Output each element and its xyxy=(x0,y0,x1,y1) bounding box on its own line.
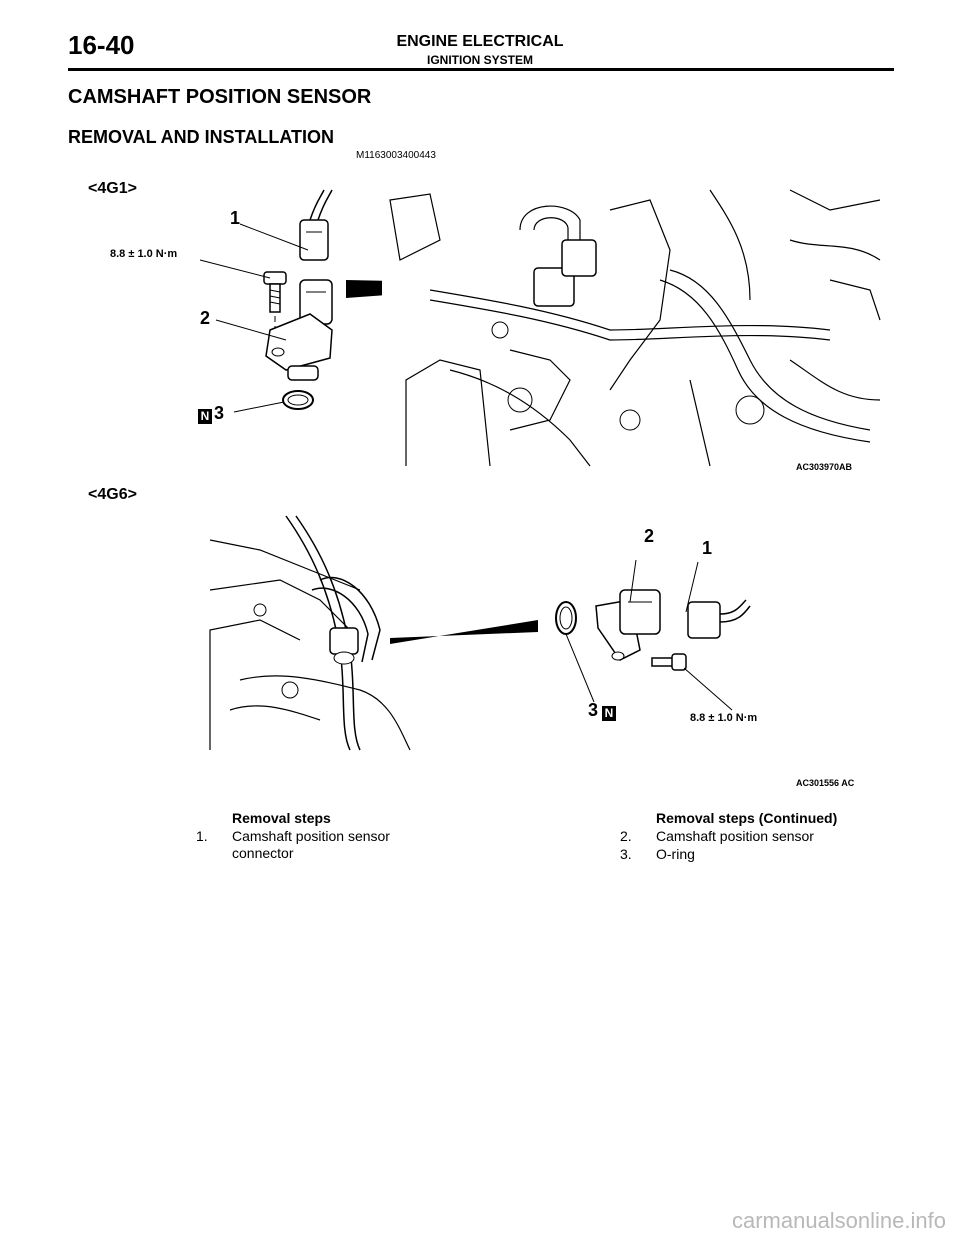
document-code: M1163003400443 xyxy=(356,150,436,161)
callout-1: 1 xyxy=(230,208,241,228)
figure-1-label: <4G1> xyxy=(88,180,137,197)
bolt-part-b xyxy=(652,654,686,670)
removal-step xyxy=(620,846,880,864)
step-text: O-ring xyxy=(656,846,695,862)
leader-1 xyxy=(240,224,308,250)
leader-3 xyxy=(234,402,284,412)
o-ring-part-3b xyxy=(556,602,576,634)
o-ring-part-3 xyxy=(283,391,313,409)
step-text-cont: connector xyxy=(232,845,294,861)
removal-step xyxy=(620,828,880,846)
step-text: Camshaft position sensor xyxy=(232,828,390,844)
pointer-arrow-2 xyxy=(390,620,538,644)
connector-part-1 xyxy=(300,190,332,260)
figure-2-label: <4G6> xyxy=(88,486,137,503)
figure-1-code: AC303970AB xyxy=(796,462,853,472)
header-title: ENGINE ELECTRICAL xyxy=(396,33,564,50)
watermark: carmanualsonline.info xyxy=(731,1208,946,1233)
step-number: 3. xyxy=(620,846,632,862)
page-number: 16-40 xyxy=(68,30,135,60)
removal-steps-continued-heading: Removal steps (Continued) xyxy=(656,810,838,826)
step-number: 1. xyxy=(196,828,208,844)
new-part-badge: N xyxy=(198,407,212,425)
engine-illustration xyxy=(382,188,882,468)
figure-2-code: AC301556 AC xyxy=(796,778,855,788)
callout-3: 3 xyxy=(214,403,225,423)
step-number: 2. xyxy=(620,828,632,844)
header-rule xyxy=(68,68,894,71)
callout-2b: 2 xyxy=(644,526,655,546)
engine-illustration-2 xyxy=(210,516,410,750)
leader-3b xyxy=(566,634,594,702)
leader-torque xyxy=(200,260,270,278)
leader-torque-b xyxy=(684,668,732,710)
sensor-part-2b xyxy=(596,590,660,660)
removal-step xyxy=(196,828,476,864)
figure-1-illustration xyxy=(190,180,890,470)
removal-steps-heading: Removal steps xyxy=(232,810,331,826)
new-part-badge-2: N xyxy=(602,704,616,722)
torque-spec-1: 8.8 ± 1.0 N·m xyxy=(110,248,178,260)
callout-3b: 3 xyxy=(588,700,599,720)
section-title: CAMSHAFT POSITION SENSOR xyxy=(68,86,372,108)
step-text: Camshaft position sensor xyxy=(656,828,814,844)
connector-part-1b xyxy=(688,600,750,638)
callout-2: 2 xyxy=(200,308,211,328)
torque-spec-2: 8.8 ± 1.0 N·m xyxy=(690,712,758,724)
subsection-title: REMOVAL AND INSTALLATION xyxy=(68,127,334,147)
callout-1b: 1 xyxy=(702,538,713,558)
header-subtitle: IGNITION SYSTEM xyxy=(426,53,533,67)
